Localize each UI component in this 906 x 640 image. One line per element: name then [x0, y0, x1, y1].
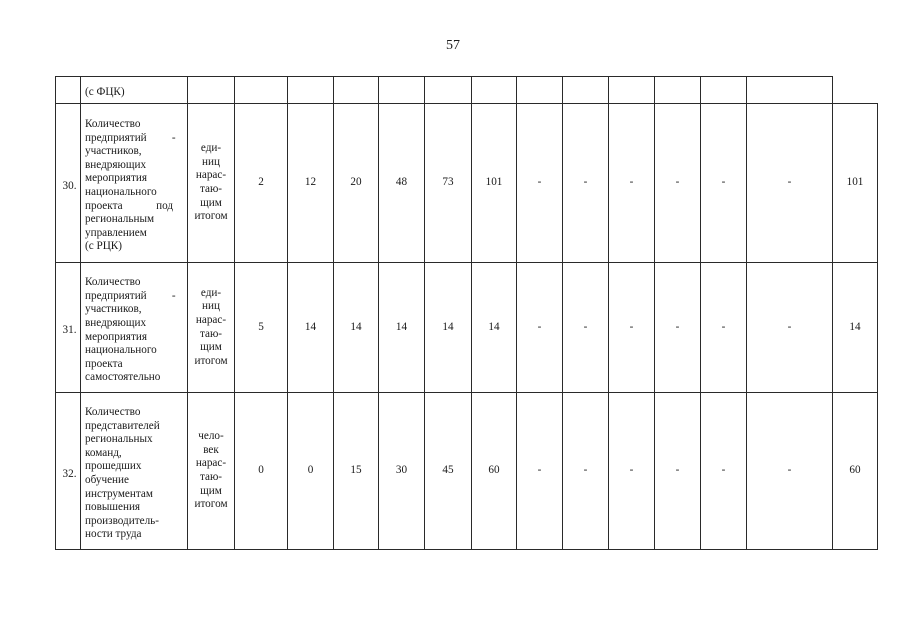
- indicator-name-line: ности труда: [85, 528, 142, 541]
- indicator-name-line: внедряющих: [85, 316, 147, 329]
- unit-of-measure: [188, 263, 235, 393]
- year-value: 45: [425, 393, 472, 550]
- unit-line: еди-: [200, 286, 222, 299]
- year-value: 2: [235, 104, 288, 263]
- year-value: -: [517, 393, 563, 550]
- table-cell: [235, 77, 288, 104]
- row-number: 30.: [56, 104, 81, 263]
- year-value: 15: [334, 393, 379, 550]
- indicator-name-line: национального: [85, 186, 157, 198]
- table-row: [56, 393, 878, 550]
- year-value: 48: [379, 104, 425, 263]
- table-row-continuation: [56, 77, 878, 104]
- table-cell: [379, 77, 425, 104]
- indicator-name-line: участников,: [85, 303, 142, 316]
- unit-line: чело-: [198, 430, 224, 443]
- unit-line: еди-: [200, 142, 222, 155]
- year-value: -: [563, 263, 609, 393]
- year-value: -: [563, 104, 609, 263]
- unit-line: нарас-: [195, 169, 227, 182]
- indicator-name-line: управлением: [85, 226, 147, 239]
- year-value: 14: [334, 263, 379, 393]
- year-value: -: [701, 263, 747, 393]
- year-value: -: [609, 104, 655, 263]
- year-value: -: [701, 393, 747, 550]
- indicator-name: [81, 393, 188, 550]
- indicator-name: [81, 263, 188, 393]
- year-value: -: [655, 263, 701, 393]
- indicator-name-line: Количество: [85, 406, 141, 419]
- unit-line: нарас-: [195, 313, 227, 326]
- table-row: [56, 263, 878, 393]
- indicators-table: [55, 76, 878, 550]
- year-value: 0: [235, 393, 288, 550]
- indicator-name-line: предприятий -: [85, 289, 176, 302]
- unit-line: век: [203, 443, 219, 456]
- year-value: 12: [288, 104, 334, 263]
- year-value: 5: [235, 263, 288, 393]
- unit-line: ниц: [202, 155, 220, 168]
- year-value: 30: [379, 393, 425, 550]
- unit-line: итогом: [194, 498, 228, 511]
- unit-of-measure: [188, 393, 235, 550]
- indicator-name-line: мероприятия: [85, 330, 147, 343]
- total-value: 60: [833, 393, 878, 550]
- table-cell: [609, 77, 655, 104]
- indicator-name-line: производитель-: [85, 514, 160, 527]
- table-body: [56, 77, 878, 550]
- year-value: 14: [379, 263, 425, 393]
- unit-line: ниц: [202, 300, 220, 313]
- unit-line: щим: [200, 484, 222, 497]
- year-value: -: [655, 104, 701, 263]
- year-value: 101: [472, 104, 517, 263]
- total-value: 14: [833, 263, 878, 393]
- table-cell: [425, 77, 472, 104]
- indicator-name-line: (с РЦК): [85, 240, 122, 253]
- indicator-name-line: повышения: [85, 501, 141, 514]
- indicator-name-line: команд,: [85, 446, 122, 459]
- unit-line: щим: [200, 196, 222, 209]
- indicator-name-line: инструментам: [85, 487, 153, 500]
- table-cell-num: [56, 77, 81, 104]
- table-cell: [517, 77, 563, 104]
- table-cell: [472, 77, 517, 104]
- indicator-name: [81, 104, 188, 263]
- indicator-name-line: национального: [85, 344, 157, 357]
- unit-line: итогом: [194, 210, 228, 223]
- year-value: -: [517, 104, 563, 263]
- year-value: 20: [334, 104, 379, 263]
- year-value: -: [609, 263, 655, 393]
- table-cell: [655, 77, 701, 104]
- year-value: -: [609, 393, 655, 550]
- row-number: 32.: [56, 393, 81, 550]
- year-value: 14: [425, 263, 472, 393]
- indicator-name-line: проекта под: [85, 199, 174, 212]
- table-row: [56, 104, 878, 263]
- continuation-text: (с ФЦК): [81, 77, 188, 104]
- year-value: -: [517, 263, 563, 393]
- unit-line: нарас-: [195, 457, 227, 470]
- total-value: 101: [833, 104, 878, 263]
- indicator-name-line: мероприятия: [85, 172, 147, 185]
- indicator-name-line: обучение: [85, 474, 129, 486]
- unit-of-measure: [188, 104, 235, 263]
- year-value: 14: [472, 263, 517, 393]
- unit-line: щим: [200, 341, 222, 354]
- indicator-name-line: предприятий -: [85, 131, 176, 144]
- unit-line: таю-: [199, 327, 223, 340]
- unit-line: таю-: [199, 183, 223, 195]
- indicator-name-line: проекта: [85, 357, 123, 370]
- year-value: 73: [425, 104, 472, 263]
- unit-line: итогом: [194, 354, 228, 367]
- table-cell-unit: [188, 77, 235, 104]
- indicator-name-line: Количество: [85, 276, 141, 289]
- year-value: -: [747, 263, 833, 393]
- unit-line: таю-: [199, 471, 223, 483]
- indicator-name-line: региональным: [85, 213, 155, 226]
- indicator-name-line: Количество: [85, 118, 141, 131]
- page-number: 57: [446, 38, 460, 53]
- indicator-name-line: участников,: [85, 145, 142, 158]
- indicator-name-line: региональных: [85, 433, 153, 446]
- indicator-name-line: представителей: [85, 419, 160, 432]
- year-value: -: [747, 393, 833, 550]
- year-value: -: [655, 393, 701, 550]
- year-value: -: [747, 104, 833, 263]
- year-value: -: [563, 393, 609, 550]
- year-value: 0: [288, 393, 334, 550]
- year-value: 14: [288, 263, 334, 393]
- indicator-name-line: самостоятельно: [85, 371, 161, 384]
- year-value: -: [701, 104, 747, 263]
- table-cell: [563, 77, 609, 104]
- year-value: 60: [472, 393, 517, 550]
- table-cell: [747, 77, 833, 104]
- table-cell: [701, 77, 747, 104]
- indicator-name-line: внедряющих: [85, 158, 147, 171]
- row-number: 31.: [56, 263, 81, 393]
- indicator-name-line: прошедших: [85, 460, 142, 473]
- table-cell: [288, 77, 334, 104]
- table-cell: [334, 77, 379, 104]
